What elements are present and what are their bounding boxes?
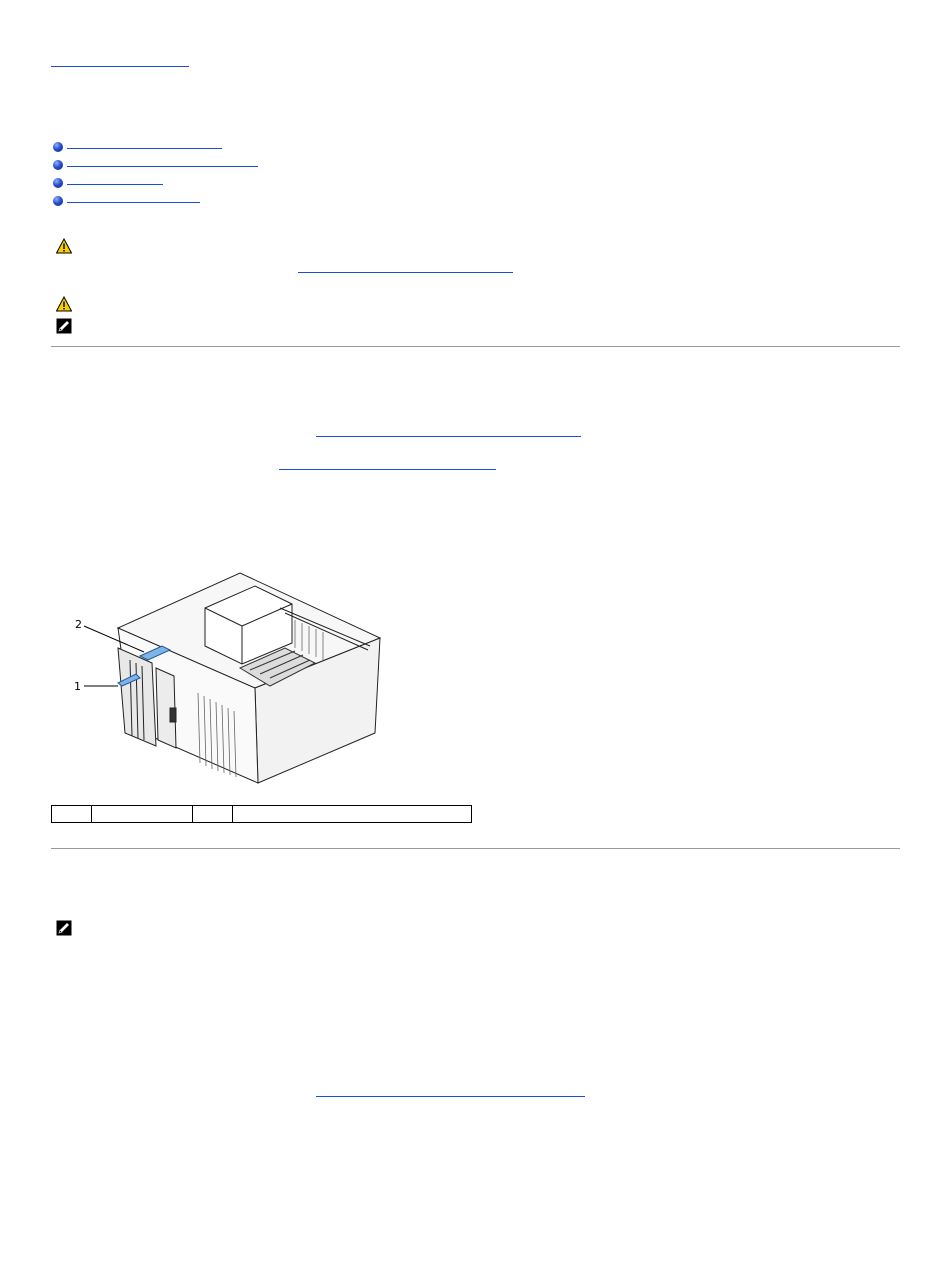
note-pencil-icon (56, 318, 72, 334)
warning-triangle-icon (56, 296, 72, 312)
callout-2: 2 (75, 618, 82, 631)
blue-bullet-icon (53, 178, 63, 188)
back-to-contents-link[interactable] (51, 66, 189, 67)
toc-link-4[interactable] (67, 202, 200, 203)
legend-label-1 (92, 806, 193, 823)
section-divider (51, 346, 900, 347)
legend-num-1 (52, 806, 92, 823)
callout-1: 1 (74, 680, 81, 693)
blue-bullet-icon (53, 196, 63, 206)
toc-link-2[interactable] (67, 166, 258, 167)
procedure-link-2[interactable] (279, 469, 496, 470)
legend-num-2 (193, 806, 233, 823)
legend-label-2 (233, 806, 472, 823)
toc-link-1[interactable] (67, 148, 222, 149)
caution-link[interactable] (298, 272, 513, 273)
blue-bullet-icon (53, 160, 63, 170)
computer-chassis-illustration (70, 568, 390, 788)
note-pencil-icon (56, 920, 72, 936)
toc-link-3[interactable] (67, 184, 163, 185)
table-row (52, 806, 472, 823)
procedure-link-1[interactable] (316, 436, 581, 437)
warning-triangle-icon (56, 238, 72, 254)
blue-bullet-icon (53, 142, 63, 152)
procedure-link-3[interactable] (316, 1096, 585, 1097)
figure-legend-table (51, 805, 472, 823)
section-divider (51, 848, 900, 849)
